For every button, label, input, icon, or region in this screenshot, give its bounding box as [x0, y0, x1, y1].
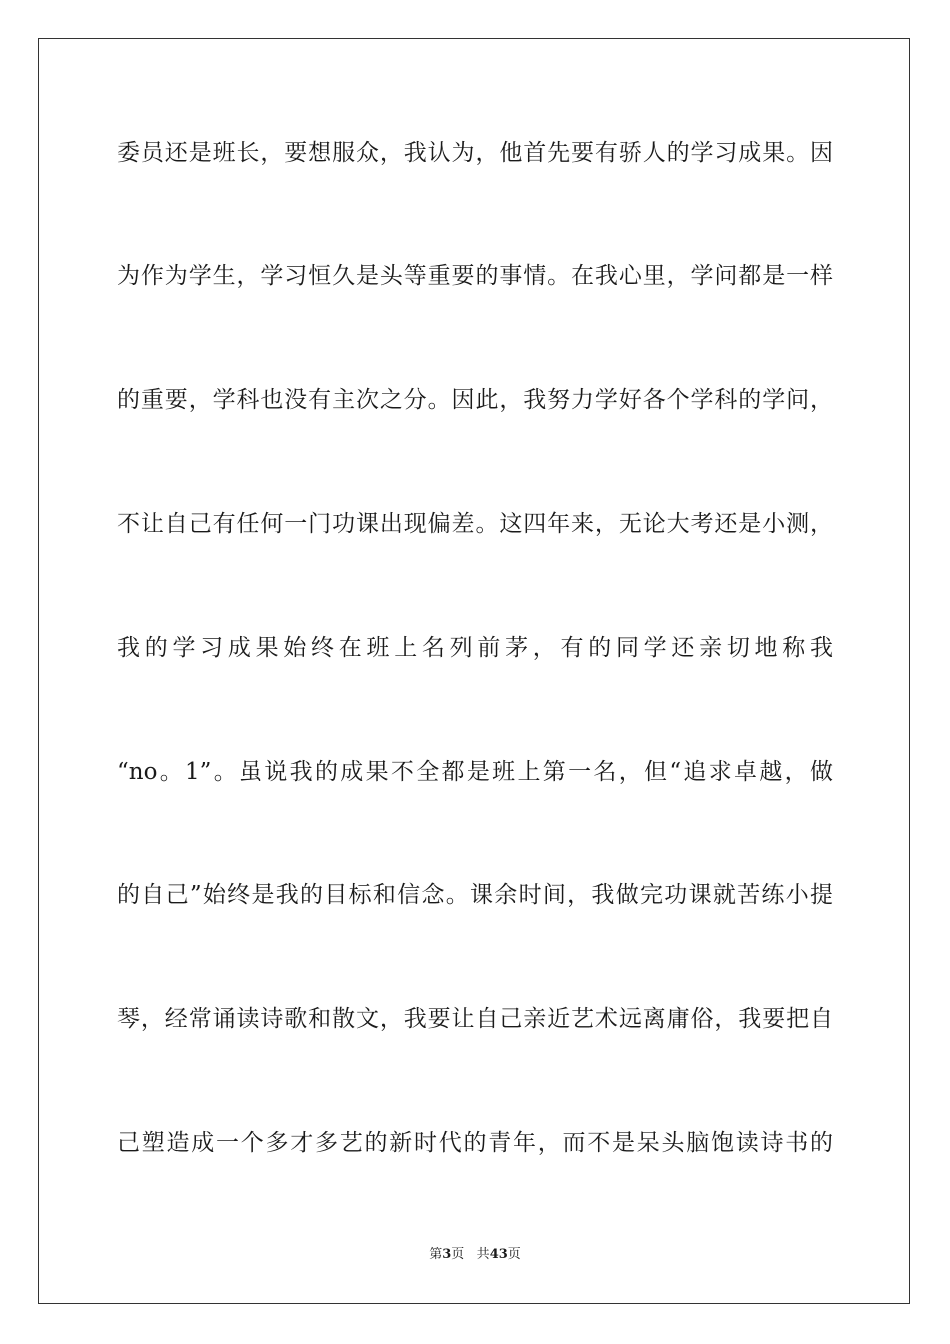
- body-text-line: 琴，经常诵读诗歌和散文，我要让自己亲近艺术远离庸俗，我要把自: [117, 1006, 833, 1032]
- total-suffix: 页: [507, 1247, 521, 1262]
- body-text-line: 不让自己有任何一门功课出现偏差。这四年来，无论大考还是小测，: [117, 511, 833, 537]
- page-suffix: 页: [451, 1247, 465, 1262]
- body-text-line: 我的学习成果始终在班上名列前茅，有的同学还亲切地称我: [117, 635, 833, 661]
- total-prefix: 共: [476, 1247, 490, 1262]
- page-number: 3: [442, 1247, 452, 1262]
- body-text-line: 委员还是班长，要想服众，我认为，他首先要有骄人的学习成果。因: [117, 140, 833, 166]
- body-text-line: “no。1”。虽说我的成果不全都是班上第一名，但“追求卓越，做: [117, 759, 833, 785]
- page-prefix: 第: [429, 1247, 443, 1262]
- body-text-line: 的自己”始终是我的目标和信念。课余时间，我做完功课就苦练小提: [117, 882, 833, 908]
- total-pages: 43: [489, 1247, 508, 1262]
- body-text-line: 为作为学生，学习恒久是头等重要的事情。在我心里，学问都是一样: [117, 263, 833, 289]
- body-text-line: 己塑造成一个多才多艺的新时代的青年，而不是呆头脑饱读诗书的: [117, 1130, 833, 1156]
- page-frame: [38, 38, 910, 1304]
- body-text-line: 的重要，学科也没有主次之分。因此，我努力学好各个学科的学问，: [117, 387, 833, 413]
- page-footer: [0, 1246, 950, 1264]
